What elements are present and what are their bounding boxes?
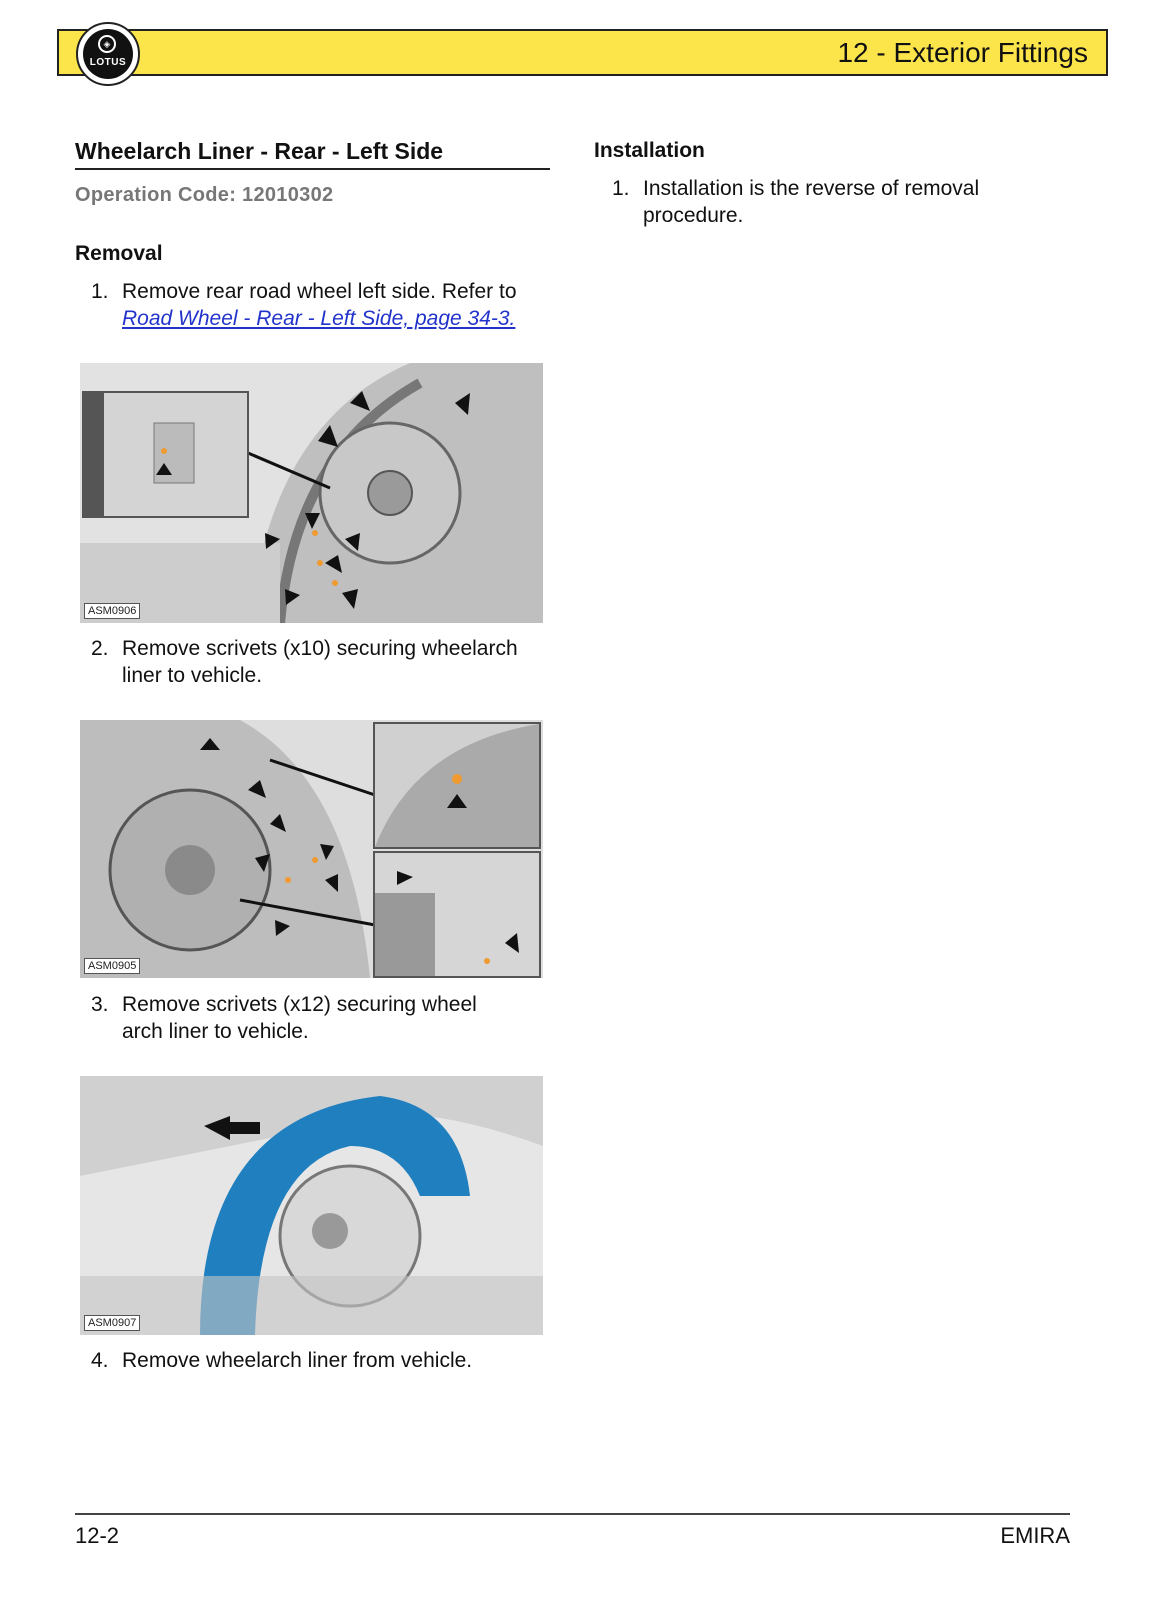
wheelarch-liner-removal-illustration — [80, 1076, 543, 1335]
step-text: Remove wheelarch liner from vehicle. — [122, 1349, 473, 1372]
lotus-logo — [76, 22, 140, 86]
figure-asm0907 — [80, 1076, 543, 1335]
removal-step-2 — [91, 635, 561, 691]
figure-code: ASM0906 — [84, 603, 140, 619]
figure-asm0905 — [80, 720, 543, 978]
step-text-continued: procedure. — [643, 204, 744, 227]
step-number: 2. — [91, 637, 109, 660]
logo-text: LOTUS — [89, 57, 127, 68]
operation-code: Operation Code: 12010302 — [75, 184, 334, 206]
lotus-emblem-icon: ◈ — [98, 35, 116, 53]
step-text: Installation is the reverse of removal — [643, 177, 980, 200]
detail-inset — [82, 391, 249, 518]
removal-step-4 — [91, 1347, 561, 1375]
installation-heading: Installation — [594, 139, 705, 162]
detail-inset-lower — [373, 851, 541, 978]
step-number: 4. — [91, 1349, 109, 1372]
removal-heading: Removal — [75, 242, 163, 265]
section-title: Wheelarch Liner - Rear - Left Side — [75, 138, 550, 170]
figure-code: ASM0907 — [84, 1315, 140, 1331]
detail-inset-upper — [373, 722, 541, 849]
step-text: Remove scrivets (x10) securing wheelarch — [122, 637, 518, 660]
step-text-continued: liner to vehicle. — [122, 664, 263, 687]
step-number: 1. — [612, 177, 630, 200]
removal-step-1 — [91, 278, 561, 334]
installation-step-1 — [612, 175, 1082, 231]
footer-divider — [75, 1513, 1070, 1515]
step-number: 3. — [91, 993, 109, 1016]
figure-code: ASM0905 — [84, 958, 140, 974]
step-text: Remove rear road wheel left side. Refer to — [122, 280, 517, 303]
step-text: Remove scrivets (x12) securing wheel — [122, 993, 477, 1016]
step-number: 1. — [91, 280, 109, 303]
model-name: EMIRA — [1000, 1523, 1070, 1548]
figure-asm0906 — [80, 363, 543, 623]
chapter-header-bar — [57, 29, 1108, 76]
removal-step-3 — [91, 991, 561, 1047]
step-text-continued: arch liner to vehicle. — [122, 1020, 309, 1043]
chapter-title: 12 - Exterior Fittings — [837, 37, 1088, 68]
page-number: 12-2 — [75, 1523, 120, 1548]
road-wheel-link[interactable]: Road Wheel - Rear - Left Side, page 34-3. — [122, 307, 516, 330]
